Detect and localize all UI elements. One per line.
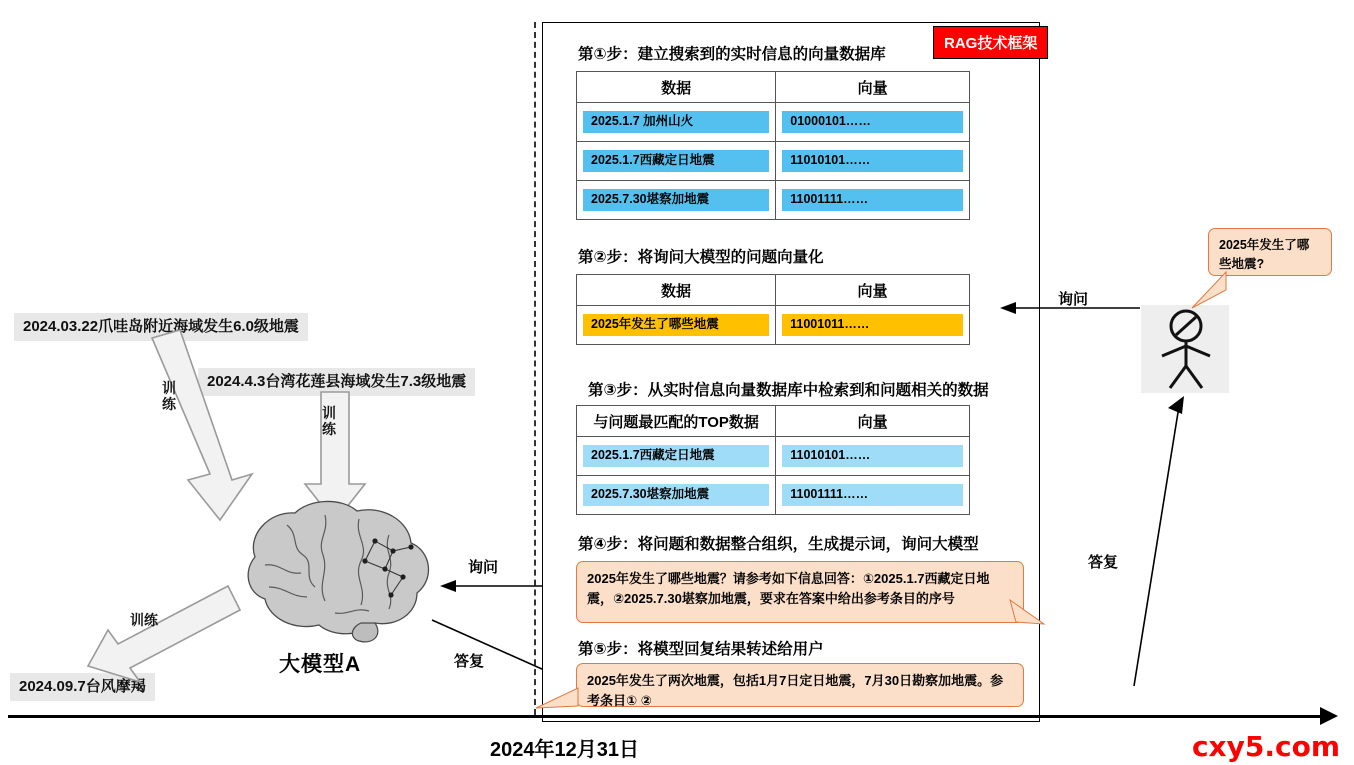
table-row [577, 142, 970, 181]
timeline-divider [534, 22, 536, 715]
timeline-event-2: 2024.09.7台风摩羯 [10, 673, 155, 701]
watermark: cxy5.com [1191, 730, 1340, 763]
timeline-axis-arrow [1320, 707, 1338, 725]
rag-badge: RAG技术框架 [933, 26, 1048, 59]
table-row [577, 476, 970, 515]
model-ask-label: 询问 [468, 559, 499, 576]
step-3-vector-1: 11001111…… [782, 484, 963, 506]
user-icon [1146, 308, 1226, 390]
step-1-table [576, 71, 970, 220]
timeline-axis-date: 2024年12月31日 [490, 739, 639, 761]
prompt-callout-tail [1010, 598, 1050, 628]
user-reply-arrow [1128, 400, 1188, 690]
user-ask-label: 询问 [1058, 291, 1089, 308]
model-name-label: 大模型A [279, 653, 362, 676]
user-question-callout: 2025年发生了哪些地震? [1208, 228, 1332, 276]
step-1-data-1: 2025.1.7西藏定日地震 [583, 150, 769, 172]
step-3-data-1: 2025.7.30堪察加地震 [583, 484, 769, 506]
model-reply-label: 答复 [454, 653, 485, 670]
step-1-header-vector: 向量 [776, 72, 970, 103]
step-2-table [576, 274, 970, 345]
step-1-header-data: 数据 [577, 72, 776, 103]
step-2-vector-0: 11001011…… [782, 314, 963, 336]
step-3-title: 第③步：从实时信息向量数据库中检索到和问题相关的数据 [588, 382, 989, 399]
train-label-0: 训练 [162, 380, 176, 413]
table-row [577, 306, 970, 345]
prompt-callout: 2025年发生了哪些地震？请参考如下信息回答：①2025.1.7西藏定日地震，②2025.7.30堪察加地震，要求在答案中给出参考条目的序号 [576, 561, 1024, 623]
table-row [577, 181, 970, 220]
step-5-title: 第⑤步：将模型回复结果转述给用户 [578, 641, 824, 658]
step-4-title: 第④步：将问题和数据整合组织，生成提示词，询问大模型 [578, 536, 979, 553]
step-2-header-data: 数据 [577, 275, 776, 306]
step-3-vector-0: 11010101…… [782, 445, 963, 467]
timeline-event-0: 2024.03.22爪哇岛附近海域发生6.0级地震 [14, 313, 308, 341]
step-1-data-2: 2025.7.30堪察加地震 [583, 189, 769, 211]
table-row [577, 103, 970, 142]
step-1-vector-1: 11010101…… [782, 150, 963, 172]
step-1-vector-0: 01000101…… [782, 111, 963, 133]
step-3-table [576, 405, 970, 515]
step-2-header-vector: 向量 [776, 275, 970, 306]
train-label-2: 训练 [130, 612, 158, 628]
user-reply-label: 答复 [1088, 554, 1119, 571]
step-3-header-vector: 向量 [776, 406, 970, 437]
step-2-title: 第②步：将询问大模型的问题向量化 [578, 249, 824, 266]
step-2-data-0: 2025年发生了哪些地震 [583, 314, 769, 336]
step-3-header-data: 与问题最匹配的TOP数据 [577, 406, 776, 437]
user-question-tail [1192, 272, 1232, 312]
step-1-data-0: 2025.1.7 加州山火 [583, 111, 769, 133]
training-arrow-1 [140, 330, 330, 520]
step-1-vector-2: 11001111…… [782, 189, 963, 211]
table-row [577, 437, 970, 476]
brain-icon [225, 495, 455, 645]
step-3-data-0: 2025.1.7西藏定日地震 [583, 445, 769, 467]
answer-callout-tail [536, 686, 582, 712]
answer-callout: 2025年发生了两次地震，包括1月7日定日地震，7月30日勘察加地震。参考条目① ② [576, 663, 1024, 707]
train-label-1: 训练 [322, 405, 336, 438]
step-1-title: 第①步：建立搜索到的实时信息的向量数据库 [578, 46, 886, 63]
timeline-event-1: 2024.4.3台湾花莲县海域发生7.3级地震 [198, 368, 475, 396]
timeline-axis [8, 715, 1328, 718]
